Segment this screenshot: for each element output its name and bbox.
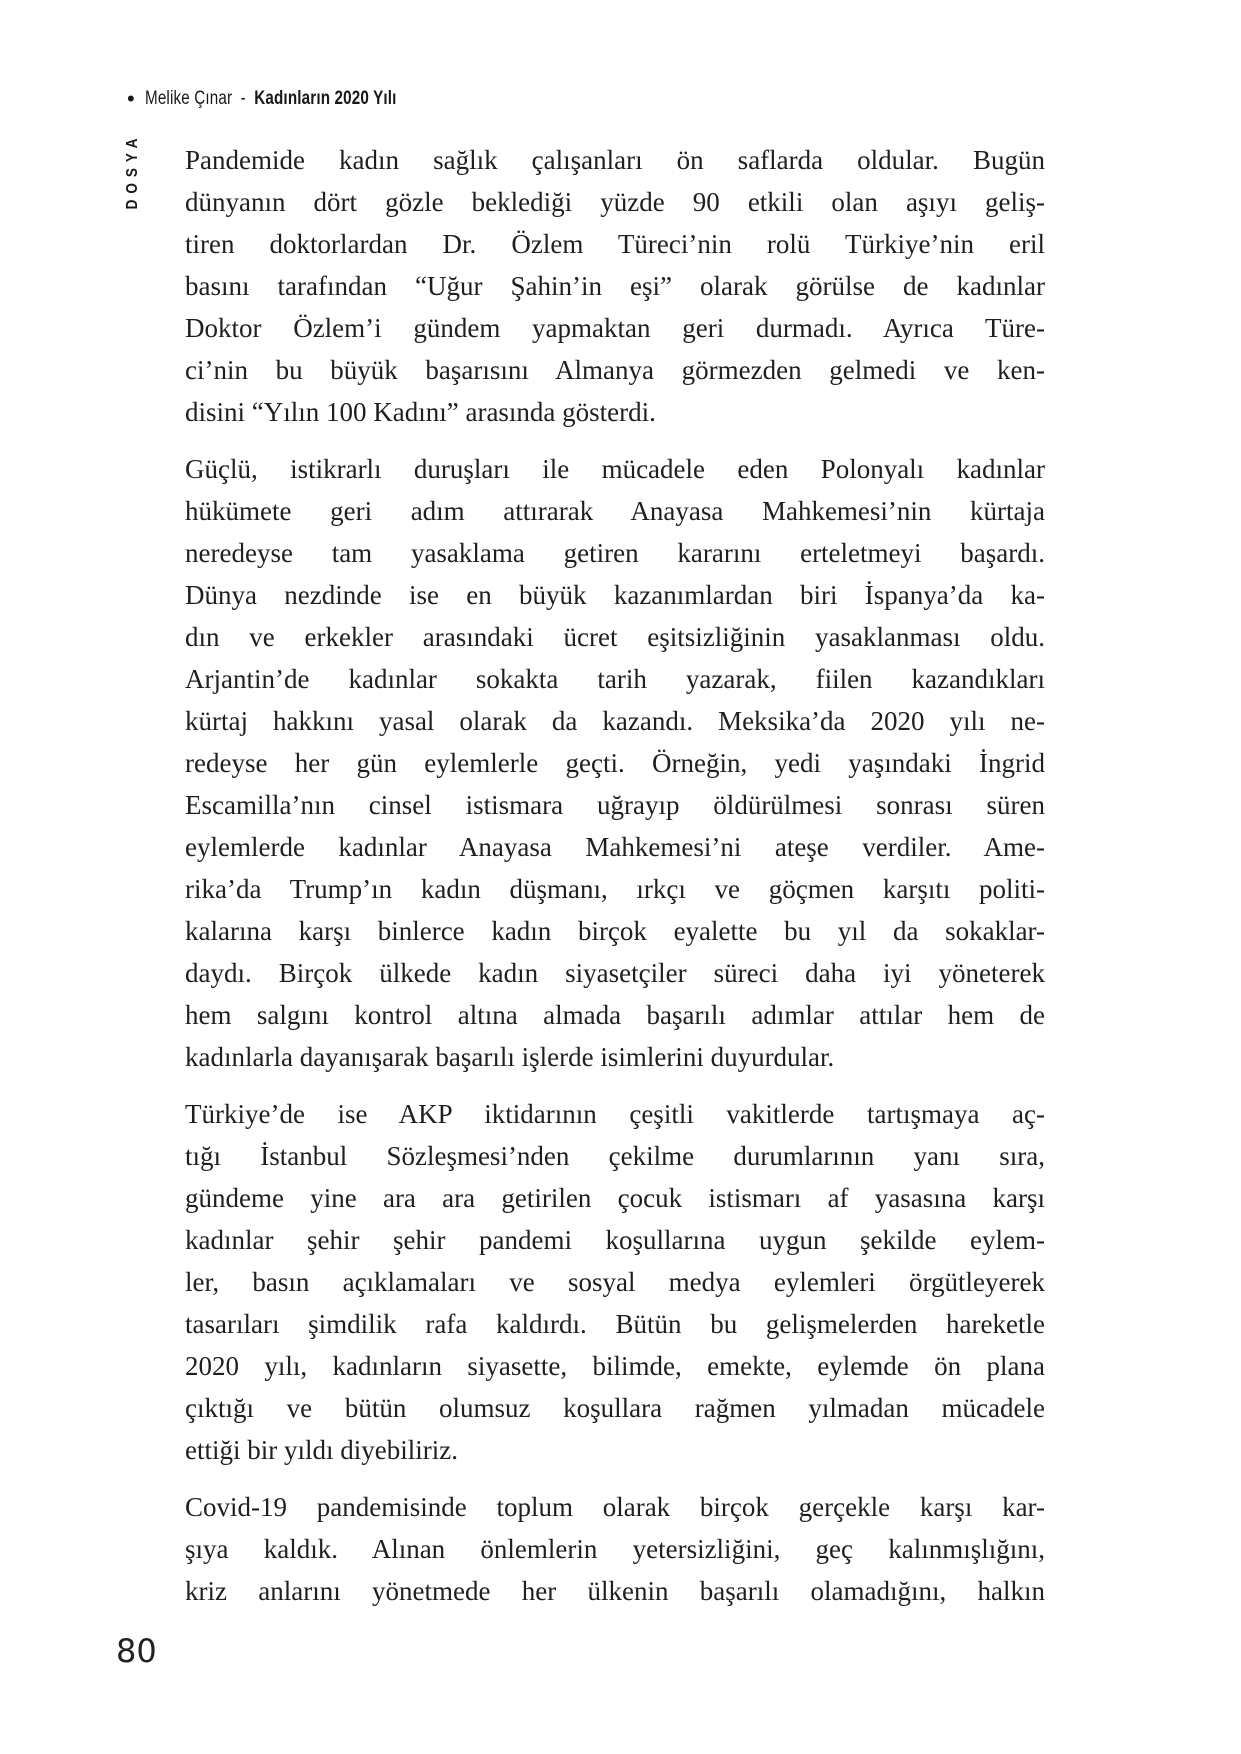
text-line: basını tarafından “Uğur Şahin’in eşi” olarak görülse de kadınlar [185,271,1045,301]
paragraph [185,1486,1045,1612]
text-line: tığı İstanbul Sözleşmesi’nden çekilme durumlarının yanı sıra, [185,1141,1045,1171]
text-line: kadınlarla dayanışarak başarılı işlerde isimlerini duyurdular. [185,1042,835,1072]
text-line: Dünya nezdinde ise en büyük kazanımlardan biri İspanya’da ka- [185,580,1045,610]
text-line: Escamilla’nın cinsel istismara uğrayıp öldürülmesi sonrası süren [185,790,1045,820]
text-line: tiren doktorlardan Dr. Özlem Türeci’nin rolü Türkiye’nin eril [185,229,1045,259]
text-line: gündeme yine ara ara getirilen çocuk istismarı af yasasına karşı [185,1183,1045,1213]
text-line: Türkiye’de ise AKP iktidarının çeşitli vakitlerde tartışmaya aç- [185,1099,1045,1129]
text-line: dın ve erkekler arasındaki ücret eşitsizliğinin yasaklanması oldu. [185,622,1045,652]
text-line: kadınlar şehir şehir pandemi koşullarına uygun şekilde eylem- [185,1225,1045,1255]
text-line: eylemlerde kadınlar Anayasa Mahkemesi’ni ateşe verdiler. Ame- [185,832,1045,862]
text-line: tasarıları şimdilik rafa kaldırdı. Bütün bu gelişmelerden hareketle [185,1309,1045,1339]
bullet-icon: • [127,86,135,111]
text-line: ci’nin bu büyük başarısını Almanya görmezden gelmedi ve ken- [185,355,1045,385]
article-body [185,139,1045,1612]
text-line: şıya kaldık. Alınan önlemlerin yetersizliğini, geç kalınmışlığını, [185,1534,1045,1564]
text-line: Pandemide kadın sağlık çalışanları ön saflarda oldular. Bugün [185,145,1045,175]
text-line: kürtaj hakkını yasal olarak da kazandı. Meksika’da 2020 yılı ne- [185,706,1045,736]
text-line: Covid-19 pandemisinde toplum olarak birçok gerçekle karşı kar- [185,1492,1045,1522]
running-header [127,88,459,110]
text-line: kalarına karşı binlerce kadın birçok eyalette bu yıl da sokaklar- [185,916,1045,946]
running-header-text [145,88,397,110]
text-line: 2020 yılı, kadınların siyasette, bilimde, emekte, eylemde ön plana [185,1351,1045,1381]
paragraph [185,139,1045,433]
text-line: çıktığı ve bütün olumsuz koşullara rağmen yılmadan mücadele [185,1393,1045,1423]
text-line: daydı. Birçok ülkede kadın siyasetçiler süreci daha iyi yöneterek [185,958,1045,988]
text-line: kriz anlarını yönetmede her ülkenin başarılı olamadığını, halkın [185,1576,1045,1606]
header-separator: - [240,88,246,109]
text-line: Güçlü, istikrarlı duruşları ile mücadele eden Polonyalı kadınlar [185,454,1045,484]
paragraph [185,448,1045,1078]
text-line: rika’da Trump’ın kadın düşmanı, ırkçı ve göçmen karşıtı politi- [185,874,1045,904]
paragraph [185,1093,1045,1471]
page-number: 80 [116,1632,157,1670]
text-line: hükümete geri adım attırarak Anayasa Mahkemesi’nin kürtaja [185,496,1045,526]
author-name: Melike Çınar [144,88,232,109]
text-line: neredeyse tam yasaklama getiren kararını erteletmeyi başardı. [185,538,1045,568]
text-line: redeyse her gün eylemlerle geçti. Örneğin, yedi yaşındaki İngrid [185,748,1045,778]
text-line: Arjantin’de kadınlar sokakta tarih yazarak, fiilen kazandıkları [185,664,1045,694]
section-label-vertical: DOSYA [124,132,141,210]
text-line: dünyanın dört gözle beklediği yüzde 90 etkili olan aşıyı geliş- [185,187,1045,217]
text-line: Doktor Özlem’i gündem yapmaktan geri durmadı. Ayrıca Türe- [185,313,1045,343]
text-line: ler, basın açıklamaları ve sosyal medya eylemleri örgütleyerek [185,1267,1045,1297]
text-line: disini “Yılın 100 Kadını” arasında gösterdi. [185,397,656,427]
text-line: hem salgını kontrol altına almada başarılı adımlar attılar hem de [185,1000,1045,1030]
text-line: ettiği bir yıldı diyebiliriz. [185,1435,458,1465]
article-title: Kadınların 2020 Yılı [253,88,397,109]
